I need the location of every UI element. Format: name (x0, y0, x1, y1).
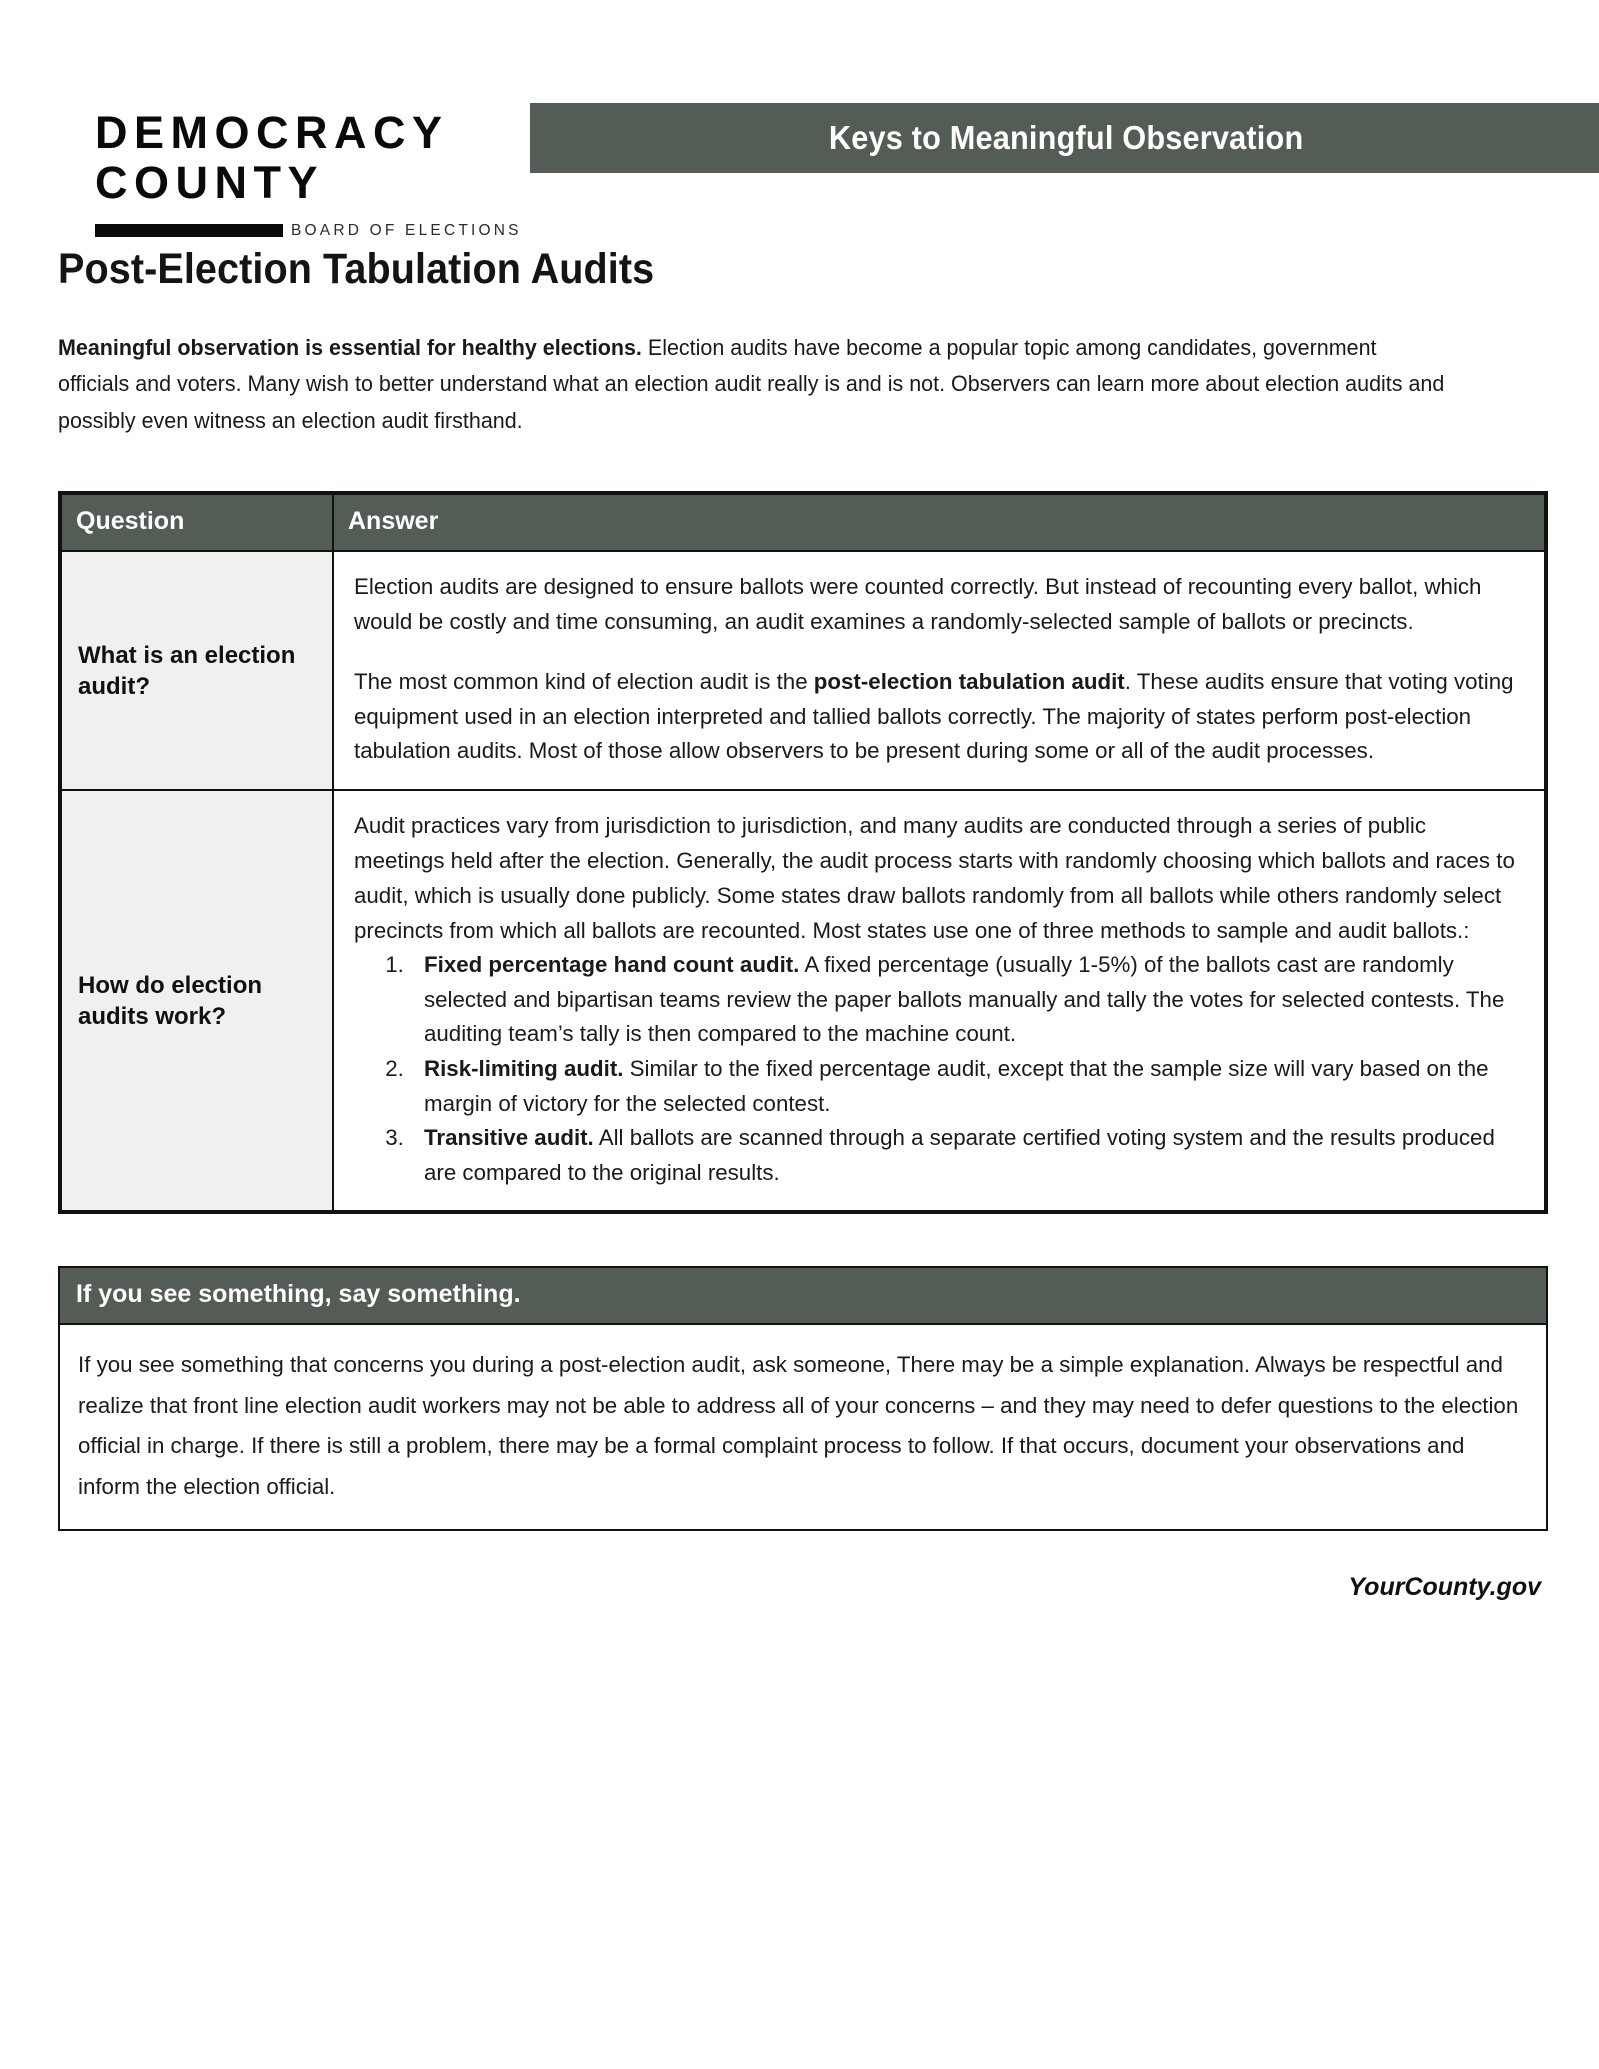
column-header-answer: Answer (333, 494, 1545, 551)
header-banner (530, 103, 1599, 173)
page-title: Post-Election Tabulation Audits (58, 245, 655, 293)
answer-text-post: . These audits ensure that voting voting equipment used in an election interpreted and tallied ballots correctly. The majority of states perform post-election tabulation audits. Most of those allow observers to be present during some or all of the audit processes. (354, 668, 1514, 764)
callout-heading: If you see something, say something. (60, 1268, 1546, 1325)
qa-table (58, 491, 1548, 1214)
method-term: Transitive audit. (424, 1125, 594, 1151)
intro-lead: Meaningful observation is essential for healthy elections. (58, 335, 642, 360)
answer-cell (333, 790, 1545, 1211)
method-term: Risk-limiting audit. (424, 1055, 624, 1081)
document-header (75, 0, 1524, 239)
organization-logo (95, 108, 535, 240)
answer-cell (333, 551, 1545, 790)
table-row (61, 790, 1545, 1211)
intro-paragraph (58, 330, 1448, 439)
list-item (410, 1121, 1522, 1190)
question-cell: How do election audits work? (61, 790, 333, 1211)
list-item (410, 1052, 1522, 1121)
list-item (410, 948, 1522, 1052)
method-description: Similar to the fixed percentage audit, except that the sample size will vary based on the margin of victory for the selected contest. (424, 1055, 1489, 1116)
header-banner-title: Keys to Meaningful Observation (829, 119, 1304, 156)
audit-methods-list (354, 948, 1522, 1190)
logo-line-county: COUNTY (95, 157, 324, 209)
column-header-question: Question (61, 494, 333, 551)
answer-paragraph: Election audits are designed to ensure ballots were counted correctly. But instead of recounting every ballot, which would be costly and time consuming, an audit examines a randomly-selected sample of ballots or precincts. (354, 574, 1482, 635)
footer-website: YourCounty.gov (1348, 1573, 1541, 1602)
callout-box (58, 1266, 1548, 1531)
logo-subtitle: BOARD OF ELECTIONS (291, 221, 522, 239)
answer-paragraph (354, 665, 1522, 769)
method-description: All ballots are scanned through a separate certified voting system and the results produced are compared to the original results. (424, 1125, 1495, 1185)
method-term: Fixed percentage hand count audit. (424, 952, 800, 978)
logo-subtitle-row (95, 221, 522, 240)
callout-body-text: If you see something that concerns you during a post-election audit, ask someone, There may be a simple explanation. Always be respectful and realize that front line election audit workers may not be able to address all of your concerns – and they may need to defer questions to the election official in charge. If there is still a problem, there may be a formal complaint process to follow. If that occurs, document your observations and inform the election official. (60, 1325, 1546, 1529)
answer-text-bold: post-election tabulation audit (813, 668, 1125, 694)
answer-intro-paragraph: Audit practices vary from jurisdiction to jurisdiction, and many audits are conducted through a series of public meetings held after the election. Generally, the audit process starts with randomly choosing which ballots and races to audit, which is usually done publicly. Some states draw ballots randomly from all ballots while others randomly select precincts from which all ballots are recounted. Most states use one of three methods to sample and audit ballots.: (354, 813, 1515, 943)
logo-rule-bar (95, 224, 283, 237)
table-row (61, 551, 1545, 790)
logo-line-democracy: DEMOCRACY (95, 107, 449, 158)
intro-body: Election audits have become a popular topic among candidates, government officials and voters. Many wish to better understand what an election audit really is and is not. Observers can learn more about election audits and possibly even witness an election audit firsthand. (58, 335, 1445, 433)
question-cell: What is an election audit? (61, 551, 333, 790)
method-description: A fixed percentage (usually 1-5%) of the ballots cast are randomly selected and bipartisan teams review the paper ballots manually and tally the votes for selected contests. The auditing team’s tally is then compared to the machine count. (424, 952, 1505, 1047)
table-header-row (61, 494, 1545, 551)
answer-text-pre: The most common kind of election audit is the (354, 668, 814, 694)
